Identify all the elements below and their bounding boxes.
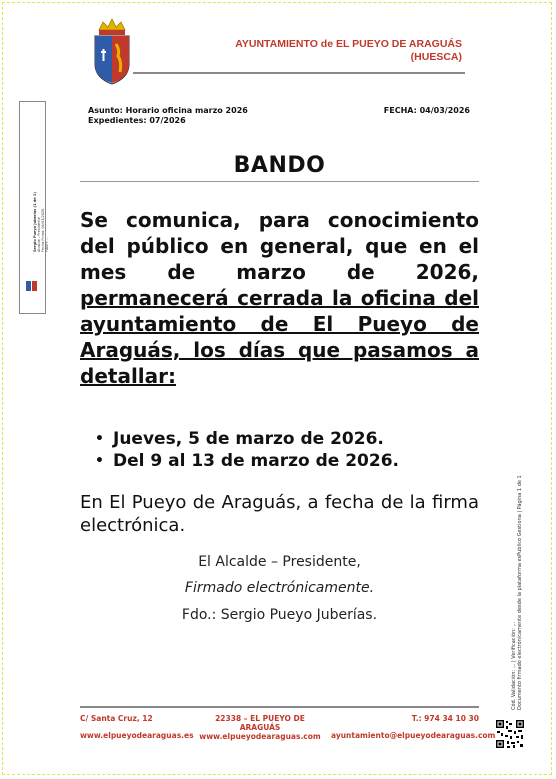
asunto: Asunto: Horario oficina marzo 2026 [88, 106, 248, 115]
announcement-body [80, 207, 479, 389]
footer-left [80, 714, 194, 740]
list-item-text: Del 9 al 13 de marzo de 2026. [113, 451, 399, 471]
footer-right [331, 714, 496, 740]
signature-stamp [19, 101, 49, 314]
signature-stamp-text [33, 192, 49, 252]
footer-phone: T.: 974 34 10 30 [411, 714, 479, 723]
verification-text [511, 475, 523, 710]
title-divider [80, 181, 479, 182]
bullet-icon: • [95, 453, 104, 469]
closing-text: En El Pueyo de Araguás, a fecha de la firma electrónica. [80, 492, 479, 536]
footer-divider [80, 706, 479, 708]
footer-postal: 22338 – EL PUEYO DE ARAGUÁS [215, 714, 305, 732]
header-divider [133, 72, 465, 74]
bullet-icon: • [95, 431, 104, 447]
list-item-text: Jueves, 5 de marzo de 2026. [113, 429, 384, 449]
verification-line2: Documento firmado electrónicamente desde la plataforma esPublico Gestiona | Página 1 de 1 [517, 475, 523, 710]
footer-email[interactable]: ayuntamiento@elpueyodearaguas.com [331, 731, 496, 740]
list-item [95, 428, 399, 450]
signature-signed: Firmado electrónicamente. [184, 580, 375, 596]
qr-code-icon [495, 719, 525, 749]
signature-name: Fdo.: Sergio Pueyo Juberías. [181, 607, 378, 623]
meta-left [88, 106, 248, 126]
list-item [95, 450, 399, 472]
dates-list [95, 428, 399, 472]
footer-center [199, 714, 321, 741]
header-title [235, 38, 462, 64]
footer-web-center[interactable]: www.elpueyodearaguas.com [199, 732, 321, 741]
stamp-line4: HASH: ... [45, 236, 49, 252]
expedientes: Expedientes: 07/2026 [88, 116, 186, 125]
meta-date: FECHA: 04/03/2026 [383, 106, 470, 115]
document-title: BANDO [233, 153, 326, 178]
header-title-line1: AYUNTAMIENTO de EL PUEYO DE ARAGUÁS [235, 38, 462, 50]
footer-address: C/ Santa Cruz, 12 [80, 714, 153, 723]
signature-role: El Alcalde – Presidente, [198, 554, 361, 570]
coat-of-arms-logo [91, 16, 133, 86]
header-title-line2: (HUESCA) [410, 51, 462, 63]
stamp-line3: Fecha Firma: 04/03/2026 [41, 208, 45, 252]
stamp-logo-icon [25, 280, 39, 292]
verification-line1: Cód. Validación: ... | Verificación: ... [511, 621, 517, 710]
body-plain: Se comunica, para conocimiento del público en general, que en el mes de marzo de 2026, [80, 208, 479, 284]
body-underlined: permanecerá cerrada la oficina del ayuntamiento de El Pueyo de Araguás, los días que pasamos a detallar: [80, 286, 479, 388]
footer-web-left[interactable]: www.elpueyodearaguas.es [80, 731, 194, 740]
stamp-line2: Alcalde - Presidente [37, 217, 41, 252]
stamp-line1: Sergio Pueyo Juberías (1 de 1) [33, 192, 37, 252]
